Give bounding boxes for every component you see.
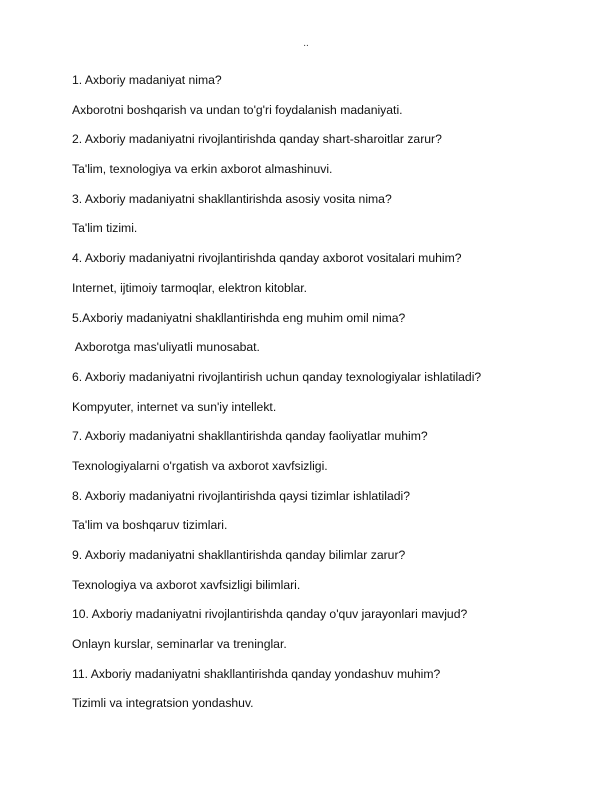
answer-4: Internet, ijtimoiy tarmoqlar, elektron kitoblar. xyxy=(72,280,308,295)
answer-9: Texnologiya va axborot xavfsizligi bilimlari. xyxy=(72,577,301,592)
answer-11: Tizimli va integratsion yondashuv. xyxy=(72,696,254,711)
header-mark: .. xyxy=(303,38,309,49)
question-9: 9. Axboriy madaniyatni shakllantirishda qanday bilimlar zarur? xyxy=(72,548,406,562)
question-6: 6. Axboriy madaniyatni rivojlantirish uchun qanday texnologiyalar ishlatiladi? xyxy=(72,369,482,384)
answer-6: Kompyuter, internet va sun'iy intellekt. xyxy=(72,399,277,414)
question-10: 10. Axboriy madaniyatni rivojlantirishda qanday o'quv jarayonlari mavjud? xyxy=(72,607,468,622)
question-8: 8. Axboriy madaniyatni rivojlantirishda qaysi tizimlar ishlatiladi? xyxy=(72,488,411,503)
answer-1: Axborotni boshqarish va undan to'g'ri foydalanish madaniyati. xyxy=(72,102,403,117)
question-4: 4. Axboriy madaniyatni rivojlantirishda qanday axborot vositalari muhim? xyxy=(72,251,462,266)
answer-8: Ta'lim va boshqaruv tizimlari. xyxy=(72,518,228,533)
qa-list xyxy=(72,72,542,725)
answer-2: Ta'lim, texnologiya va erkin axborot almashinuvi. xyxy=(72,162,333,177)
answer-10: Onlayn kurslar, seminarlar va treninglar. xyxy=(72,637,287,652)
question-11: 11. Axboriy madaniyatni shakllantirishda qanday yondashuv muhim? xyxy=(72,666,441,681)
question-7: 7. Axboriy madaniyatni shakllantirishda qanday faoliyatlar muhim? xyxy=(72,429,428,444)
question-5: 5.Axboriy madaniyatni shakllantirishda eng muhim omil nima? xyxy=(72,310,406,325)
question-1: 1. Axboriy madaniyat nima? xyxy=(72,73,222,87)
answer-5: Axborotga mas'uliyatli munosabat. xyxy=(72,340,260,355)
answer-3: Ta'lim tizimi. xyxy=(72,221,138,236)
question-3: 3. Axboriy madaniyatni shakllantirishda asosiy vosita nima? xyxy=(72,191,392,206)
question-2: 2. Axboriy madaniyatni rivojlantirishda qanday shart-sharoitlar zarur? xyxy=(72,132,442,147)
answer-7: Texnologiyalarni o'rgatish va axborot xavfsizligi. xyxy=(72,458,328,473)
